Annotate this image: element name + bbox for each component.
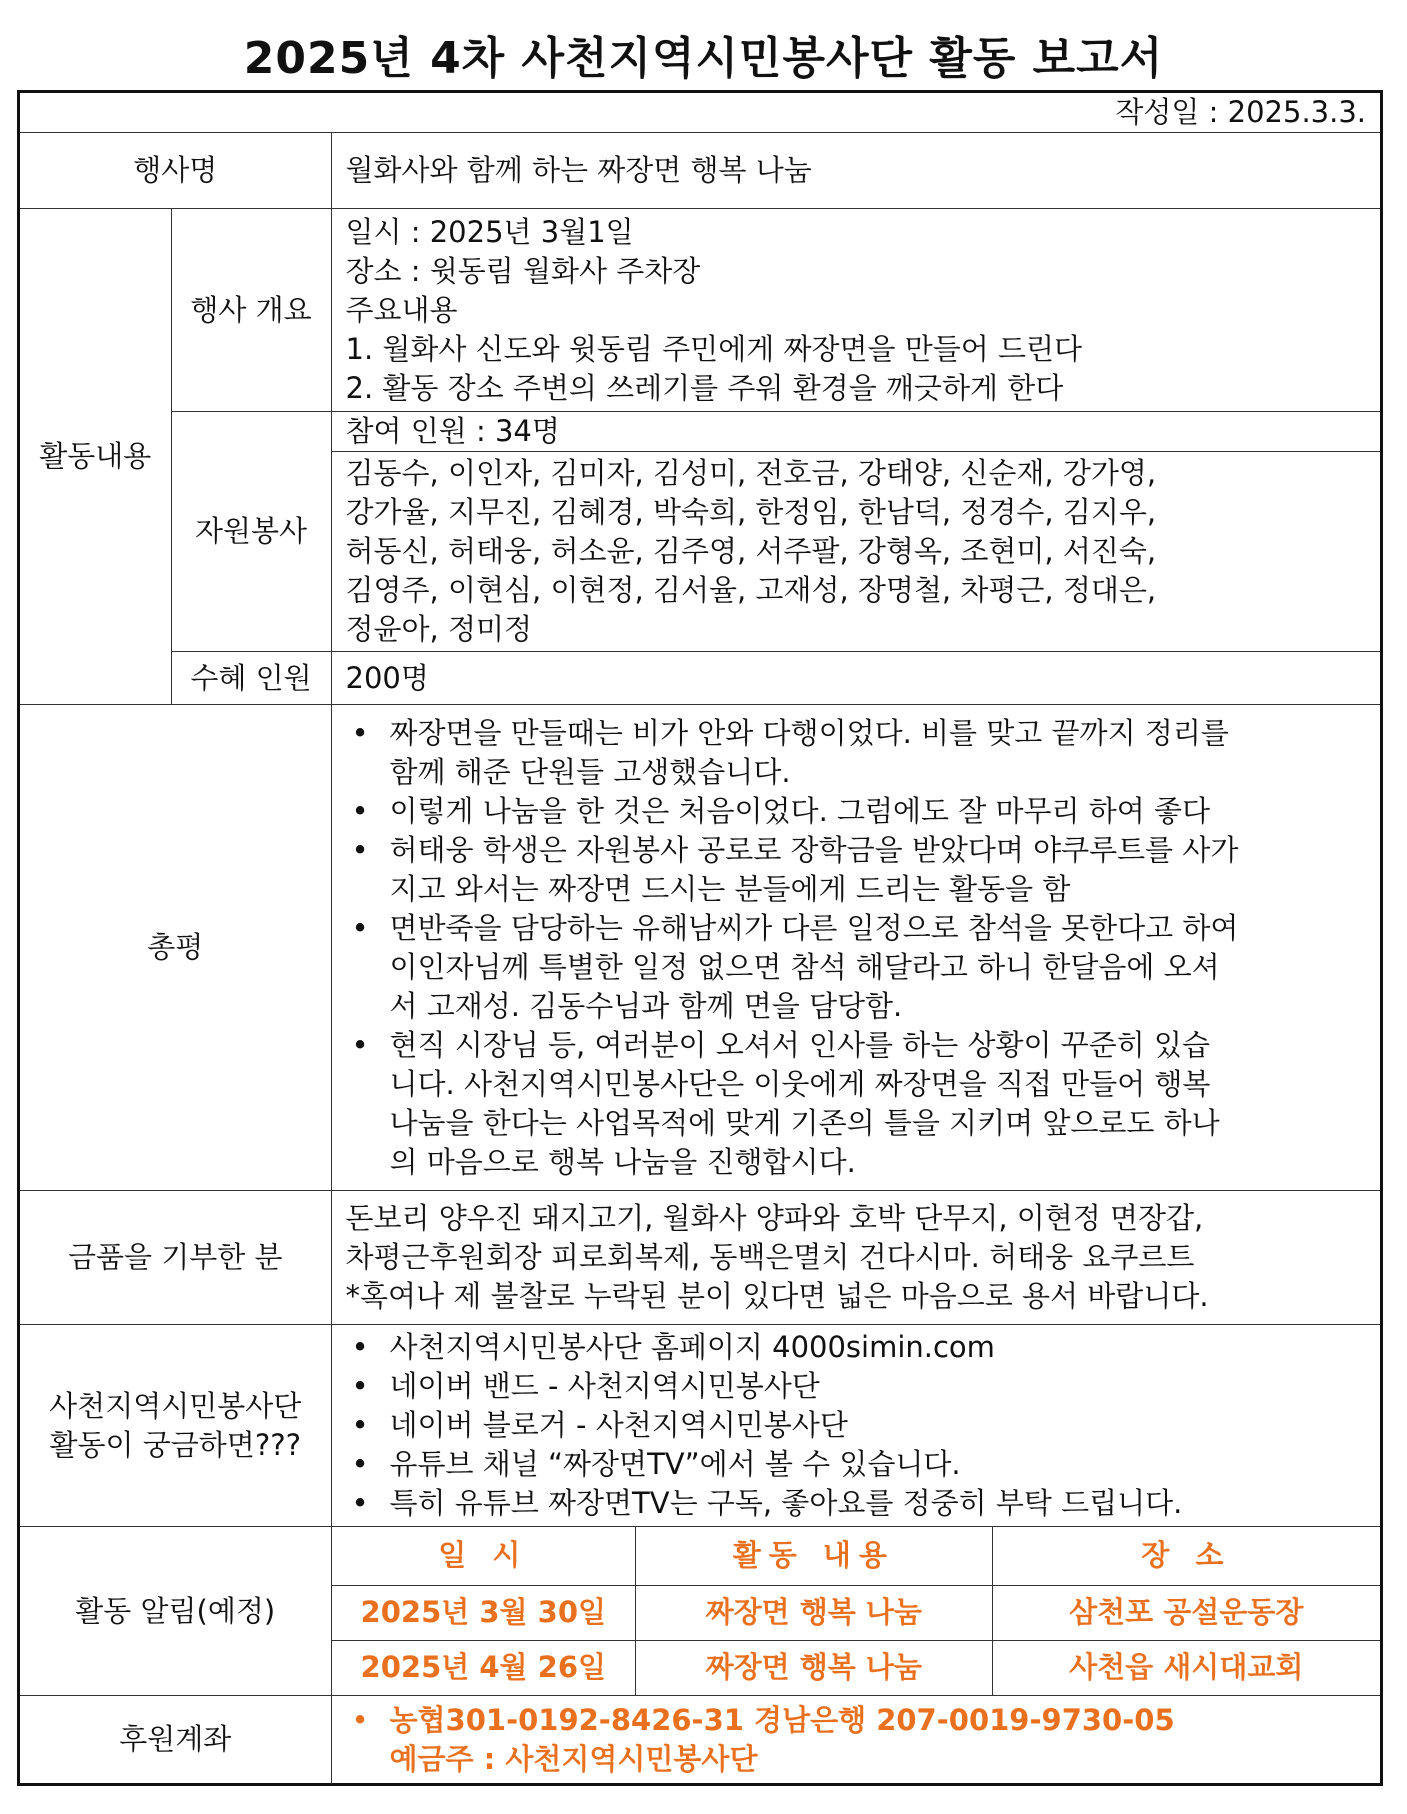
schedule-row: [20, 1527, 1380, 1696]
schedule-activity: 짜장면 행복 나눔: [636, 1585, 992, 1640]
overview-line: 2. 활동 장소 주변의 쓰레기를 주워 환경을 깨긋하게 한다: [345, 370, 1064, 405]
schedule-header-row: [332, 1527, 1381, 1585]
volunteers-label: 자원봉사: [171, 412, 331, 652]
info-item: • 유튜브 채널 “짜장면TV”에서 볼 수 있습니다.: [346, 1445, 1367, 1484]
donor-line: 차평근후원회장 피로회복제, 동백은멸치 건다시마. 허태웅 요쿠르트: [345, 1240, 1195, 1274]
donors-content: [331, 1191, 1380, 1325]
info-item: • 네이버 블로거 - 사천지역시민봉사단: [346, 1406, 1367, 1445]
review-item: [346, 831, 1367, 909]
review-line: • 허태웅 학생은 자원봉사 공로로 장학금을 받았다며 야쿠루트를 사가: [389, 832, 1239, 867]
page-title: 2025년 4차 사천지역시민봉사단 활동 보고서: [243, 33, 1164, 84]
account-item: [346, 1701, 1367, 1779]
activity-label: 활동내용: [20, 209, 171, 705]
schedule-row-2: [332, 1640, 1381, 1695]
review-label: 총평: [20, 705, 331, 1191]
schedule-row-1: [332, 1585, 1381, 1640]
report-frame: [17, 90, 1383, 1786]
review-line: 서 고재성. 김동수님과 함께 면을 담당함.: [389, 988, 903, 1023]
review-content: [331, 705, 1380, 1191]
report-table: [20, 93, 1380, 1784]
donor-line: *혹여나 제 불찰로 누락된 분이 있다면 넓은 마음으로 용서 바랍니다.: [345, 1279, 1209, 1313]
beneficiaries-row: [20, 652, 1380, 705]
overview-line: 일시 : 2025년 3월1일: [345, 214, 634, 249]
event-value: 월화사와 함께 하는 짜장면 행복 나눔: [331, 133, 1380, 209]
volunteer-line: 강가율, 지무진, 김혜경, 박숙희, 한정임, 한남덕, 정경수, 김지우,: [345, 495, 1157, 529]
review-line: 지고 와서는 짜장면 드시는 분들에게 드리는 활동을 함: [389, 871, 1071, 906]
info-item: • 네이버 밴드 - 사천지역시민봉사단: [346, 1367, 1367, 1406]
volunteer-names: [331, 452, 1380, 652]
beneficiaries-label: 수혜 인원: [171, 652, 331, 705]
volunteer-line: 김동수, 이인자, 김미자, 김성미, 전호금, 강태양, 신순재, 강가영,: [345, 456, 1157, 490]
review-row: [20, 705, 1380, 1191]
info-label-line: 사천지역시민봉사단: [49, 1388, 302, 1423]
overview-content: [331, 209, 1380, 412]
review-line: 이인자님께 특별한 일정 없으면 참석 해달라고 하니 한달음에 오셔: [389, 949, 1220, 984]
account-label: 후원계좌: [20, 1696, 331, 1784]
review-line: • 짜장면을 만들때는 비가 안와 다행이었다. 비를 맞고 끝까지 정리를: [389, 715, 1229, 750]
info-item: • 특히 유튜브 짜장면TV는 구독, 좋아요를 정중히 부탁 드립니다.: [346, 1484, 1367, 1523]
schedule-cell: [331, 1527, 1380, 1696]
info-row: [20, 1325, 1380, 1527]
overview-label: 행사 개요: [171, 209, 331, 412]
schedule-activity: 짜장면 행복 나눔: [636, 1640, 992, 1695]
info-label-line: 활동이 궁금하면???: [49, 1427, 301, 1462]
review-line: 의 마음으로 행복 나눔을 진행합시다.: [389, 1144, 856, 1179]
review-line: 함께 해준 단원들 고생했습니다.: [389, 754, 791, 789]
info-content: [331, 1325, 1380, 1527]
donors-row: [20, 1191, 1380, 1325]
review-line: 니다. 사천지역시민봉사단은 이웃에게 짜장면을 직접 만들어 행복: [389, 1066, 1211, 1101]
account-content: [331, 1696, 1380, 1784]
schedule-label: 활동 알림(예정): [20, 1527, 331, 1696]
review-item: [346, 1026, 1367, 1182]
review-list: [346, 714, 1367, 1182]
schedule-table: [332, 1527, 1381, 1695]
review-line: • 면반죽을 담당하는 유해남씨가 다른 일정으로 참석을 못한다고 하여: [389, 910, 1239, 945]
info-list: [346, 1328, 1367, 1523]
schedule-header-place: 장 소: [992, 1527, 1380, 1585]
date-row: [20, 93, 1380, 133]
schedule-header-activity: 활동 내용: [636, 1527, 992, 1585]
overview-line: 장소 : 윗동림 월화사 주차장: [345, 253, 701, 288]
event-label: 행사명: [20, 133, 331, 209]
account-list: [346, 1701, 1367, 1779]
review-item: [346, 909, 1367, 1026]
overview-line: 1. 월화사 신도와 윗동림 주민에게 짜장면을 만들어 드린다: [345, 331, 1083, 366]
overview-row: [20, 209, 1380, 412]
donors-label: 금품을 기부한 분: [20, 1191, 331, 1325]
volunteer-line: 정윤아, 정미정: [345, 612, 533, 646]
schedule-place: 삼천포 공설운동장: [992, 1585, 1380, 1640]
schedule-place: 사천읍 새시대교회: [992, 1640, 1380, 1695]
review-item: [346, 714, 1367, 792]
account-row: [20, 1696, 1380, 1784]
review-line: • 현직 시장님 등, 여러분이 오셔서 인사를 하는 상황이 꾸준히 있습: [389, 1027, 1211, 1062]
info-label: [20, 1325, 331, 1527]
donor-line: 돈보리 양우진 돼지고기, 월화사 양파와 호박 단무지, 이현정 면장갑,: [345, 1201, 1204, 1235]
account-line: • 농협301-0192-8426-31 경남은행 207-0019-9730-05: [389, 1702, 1175, 1737]
volunteer-count-row: [20, 412, 1380, 452]
beneficiaries-value: 200명: [331, 652, 1380, 705]
schedule-header-date: 일 시: [332, 1527, 636, 1585]
volunteer-line: 허동신, 허태웅, 허소윤, 김주영, 서주팔, 강형옥, 조현미, 서진숙,: [345, 534, 1157, 568]
review-item: [346, 792, 1367, 831]
date-label: 작성일 : 2025.3.3.: [20, 93, 1380, 133]
account-line: 예금주 : 사천지역시민봉사단: [389, 1741, 758, 1776]
info-item: • 사천지역시민봉사단 홈페이지 4000simin.com: [346, 1328, 1367, 1367]
schedule-date: 2025년 3월 30일: [332, 1585, 636, 1640]
event-row: [20, 133, 1380, 209]
volunteer-line: 김영주, 이현심, 이현정, 김서율, 고재성, 장명철, 차평근, 정대은,: [345, 573, 1157, 607]
volunteer-count: 참여 인원 : 34명: [331, 412, 1380, 452]
review-line: • 이렇게 나눔을 한 것은 처음이었다. 그럼에도 잘 마무리 하여 좋다: [389, 793, 1211, 828]
review-line: 나눔을 한다는 사업목적에 맞게 기존의 틀을 지키며 앞으로도 하나: [389, 1105, 1220, 1140]
schedule-date: 2025년 4월 26일: [332, 1640, 636, 1695]
overview-line: 주요내용: [345, 292, 458, 327]
